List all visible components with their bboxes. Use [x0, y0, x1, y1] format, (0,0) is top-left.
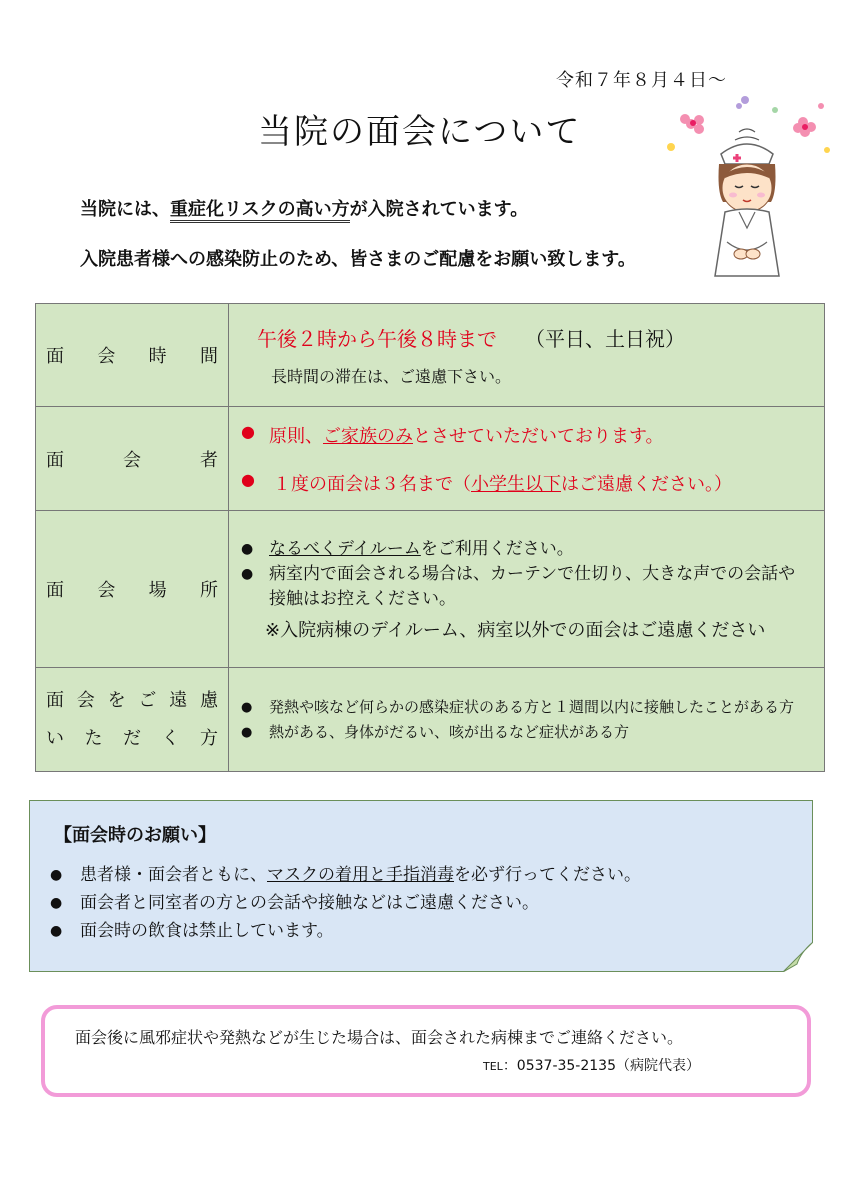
visit-time: 午後２時から午後８時まで — [257, 327, 497, 351]
flower-icon — [793, 117, 816, 137]
page-curl-icon — [783, 942, 813, 972]
bullet-icon: ● — [50, 867, 63, 883]
nurse-illustration-icon — [655, 92, 835, 282]
list-item: ● 面会時の飲食は禁止しています。 — [50, 917, 812, 945]
bullet-icon: ● — [241, 699, 253, 715]
contact-message: 面会後に風邪症状や発熱などが生じた場合は、面会された病棟までご連絡ください。 — [75, 1028, 684, 1047]
visit-info-table — [35, 303, 825, 772]
bullet-icon: ● — [241, 540, 254, 557]
list-item: ● なるべくデイルームをご利用ください。 — [241, 537, 812, 562]
table-row-hours — [36, 304, 825, 407]
intro-line-2: 入院患者様への感染防止のため、皆さまのご配慮をお願い致します。 — [80, 249, 636, 270]
label-visitor: 面 会 者 — [36, 407, 229, 511]
visit-place-content — [229, 511, 825, 668]
petal-icon — [741, 96, 749, 104]
bullet-icon: ● — [241, 421, 255, 441]
visit-hours-content — [229, 304, 825, 407]
date: 令和７年８月４日～ — [556, 70, 727, 91]
list-item: ● 病室内で面会される場合は、カーテンで仕切り、大きな声での会話や接触はお控えください。 — [241, 563, 796, 609]
intro-line-1 — [80, 195, 528, 221]
bullet-icon: ● — [50, 923, 63, 939]
list-item: ● 患者様・面会者ともに、マスクの着用と手指消毒を必ず行ってください。 — [50, 861, 812, 889]
label-visit-place: 面 会 場 所 — [36, 511, 229, 668]
bullet-icon: ● — [241, 565, 254, 582]
bullet-icon: ● — [241, 469, 255, 489]
list-item: ● 熱がある、身体がだるい、咳が出るなど症状がある方 — [241, 720, 812, 745]
page-title: 当院の面会について — [258, 112, 582, 152]
long-stay-note: 長時間の滞在は、ご遠慮下さい。 — [271, 367, 512, 386]
list-item: ● １度の面会は３名まで（小学生以下はご遠慮ください。） — [241, 469, 732, 495]
intro-emphasis: 重症化リスクの高い方 — [170, 199, 350, 223]
bullet-icon: ● — [241, 724, 253, 740]
visit-request-box — [29, 800, 813, 972]
table-row-visitor — [36, 407, 825, 511]
label-visit-hours: 面 会 時 間 — [36, 304, 229, 407]
tel-value: ：0537-35-2135（病院代表） — [502, 1058, 700, 1074]
request-title: 【面会時のお願い】 — [54, 825, 216, 846]
bullet-icon: ● — [50, 895, 63, 911]
flower-icon — [680, 114, 704, 134]
tel-label: TEL — [483, 1060, 503, 1073]
place-note: ※入院病棟のデイルーム、病室以外での面会はご遠慮ください — [265, 619, 766, 641]
visitor-content — [229, 407, 825, 511]
visit-days: （平日、土日祝） — [525, 327, 685, 351]
list-item: ● 原則、ご家族のみとさせていただいております。 — [241, 421, 664, 447]
table-row-decline — [36, 668, 825, 772]
decline-content — [229, 668, 825, 772]
label-decline-visit: 面 会 を ご 遠 慮 い た だ く 方 — [36, 668, 229, 772]
list-item: ● 発熱や咳など何らかの感染症状のある方と１週間以内に接触したことがある方 — [241, 695, 812, 720]
table-row-place — [36, 511, 825, 668]
intro-prefix: 当院には、 — [80, 199, 170, 220]
contact-box — [41, 1005, 811, 1097]
contact-phone — [483, 1055, 700, 1075]
list-item: ● 面会者と同室者の方との会話や接触などはご遠慮ください。 — [50, 889, 812, 917]
intro-suffix: が入院されています。 — [349, 199, 529, 220]
